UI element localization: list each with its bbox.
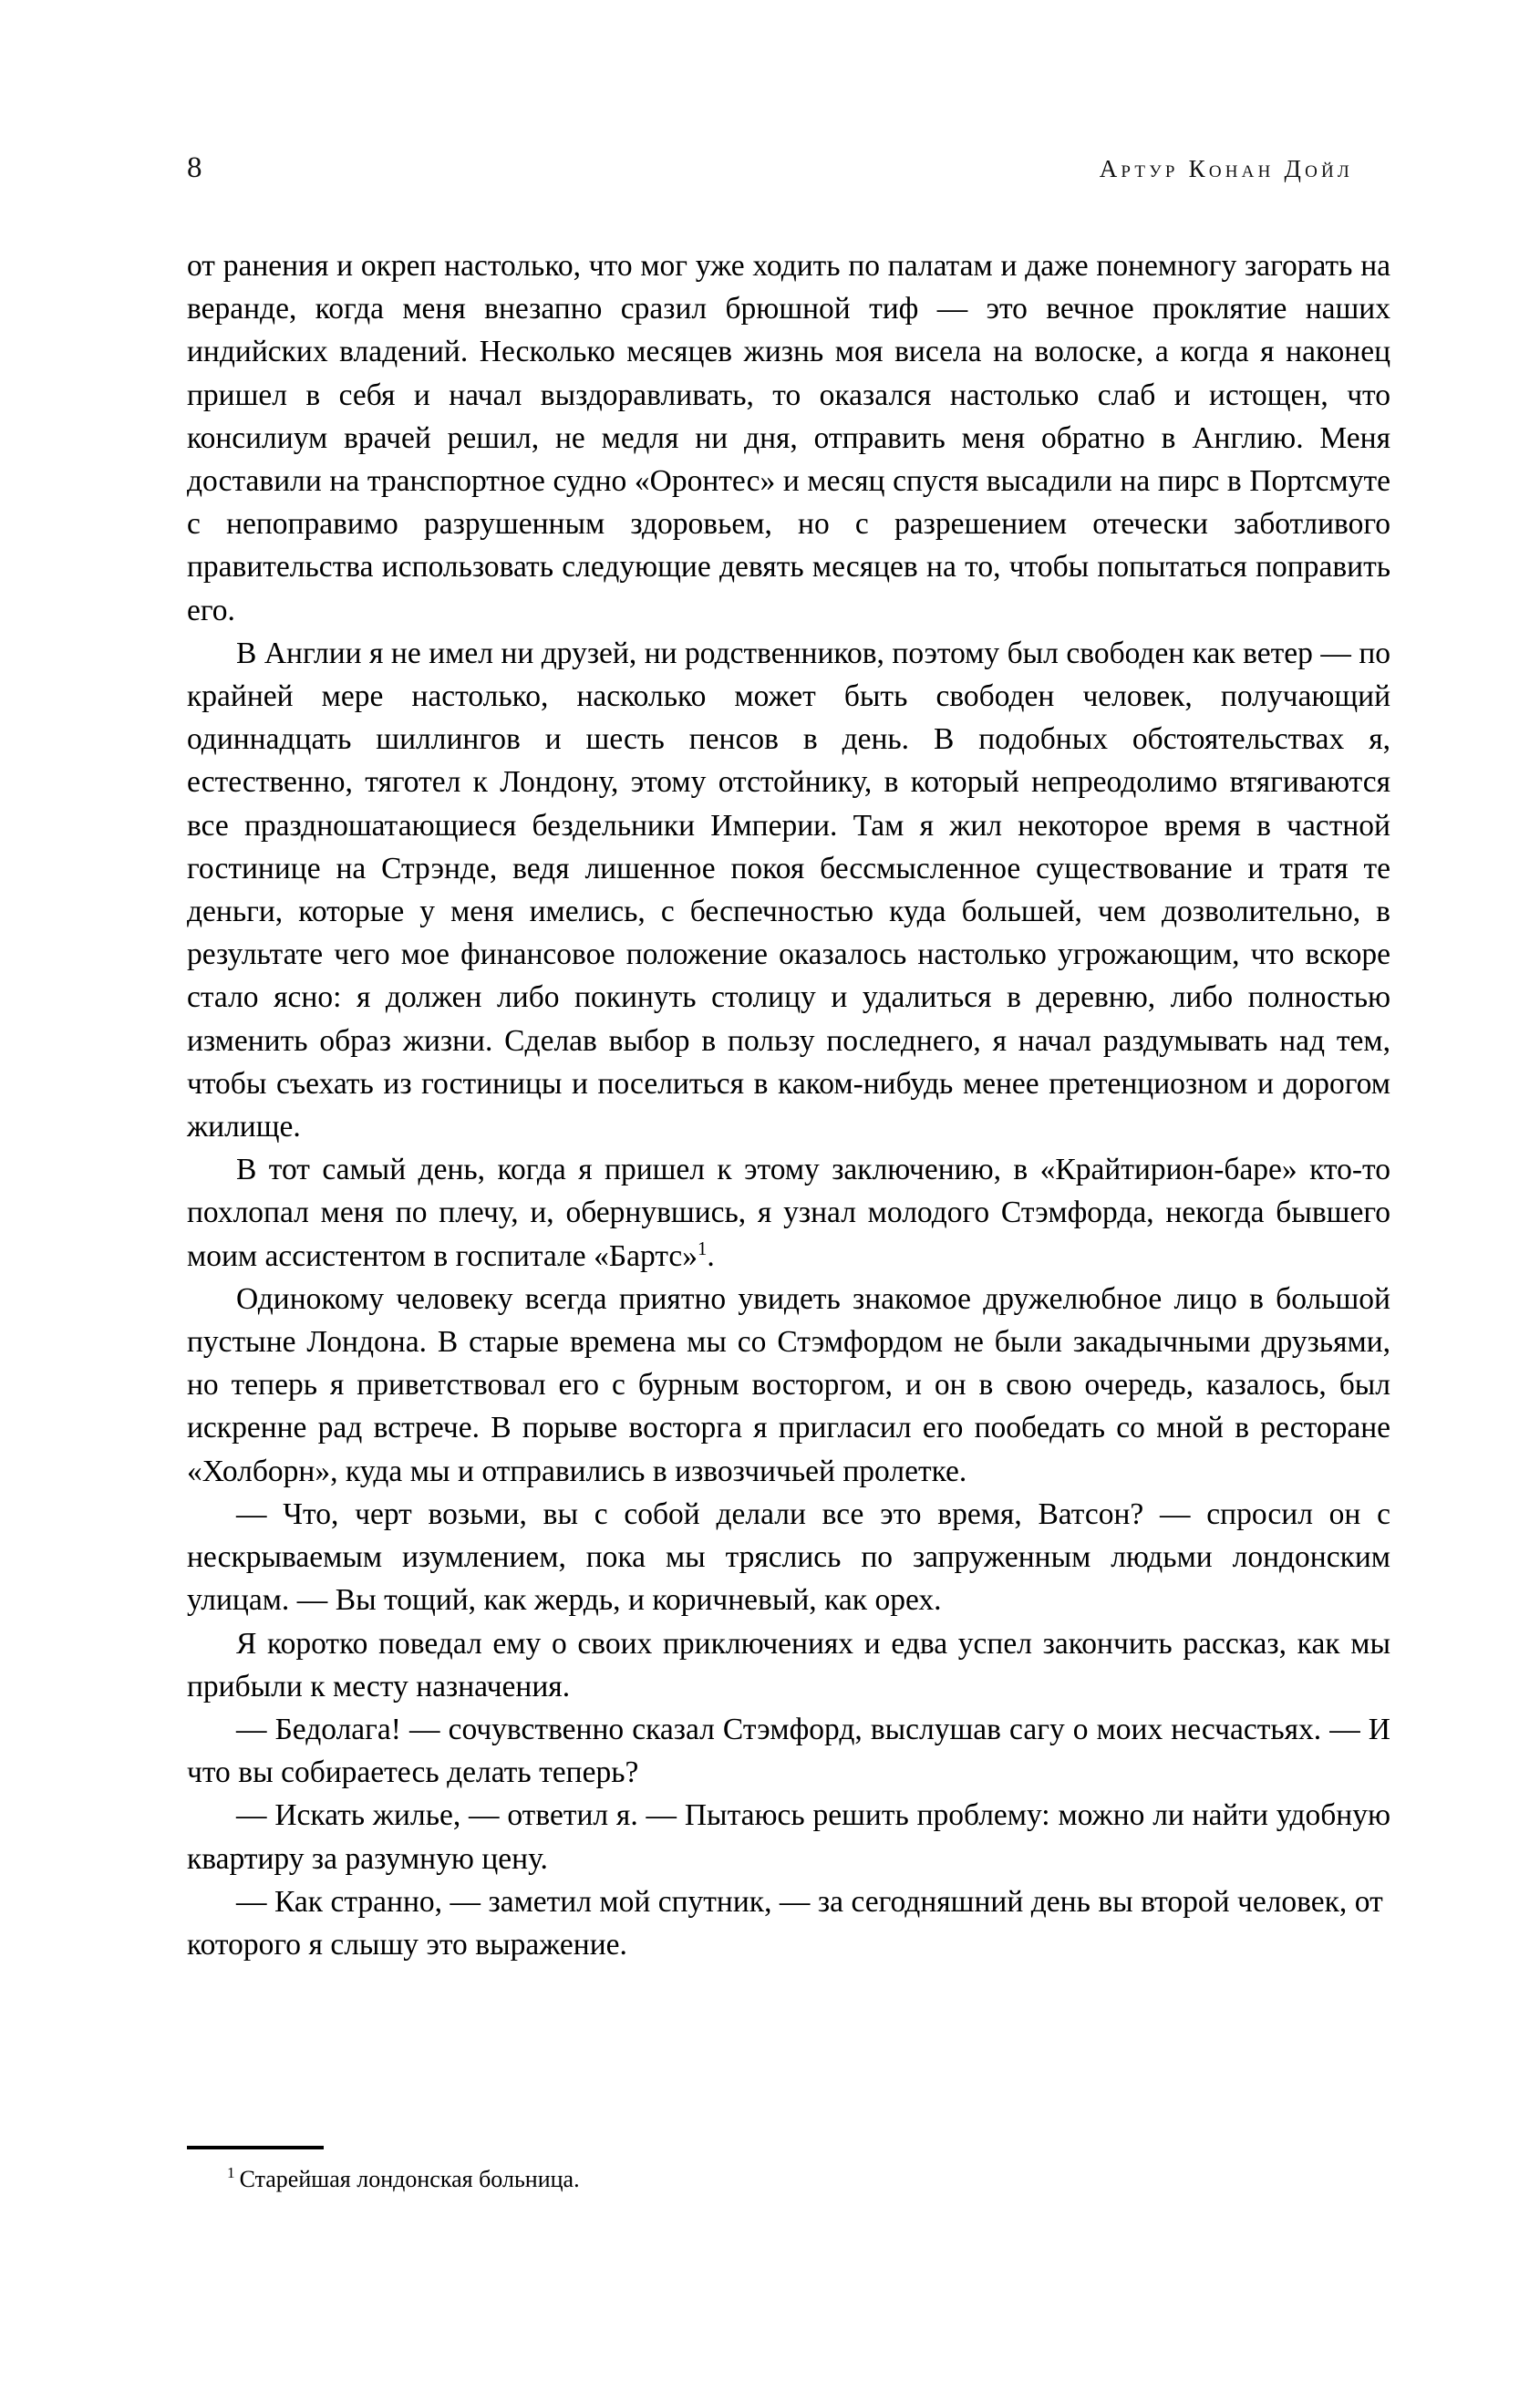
footnote-separator-rule (187, 2146, 324, 2149)
dialogue-paragraph: — Бедолага! — сочувственно сказал Стэмфорд, выслушав сагу о моих несчастьях. — И что вы собираетесь делать теперь? (187, 1712, 1390, 1790)
paragraph-tail: . (707, 1238, 715, 1273)
paragraph-continued: от ранения и окреп настолько, что мог уже ходить по палатам и даже понемногу загорать на веранде, когда меня внезапно сразил брюшной тиф — это вечное проклятие наших индийских владений. Несколько месяцев жизнь моя висела на волоске, а когда я наконец пришел в себя и начал выздоравливать, то оказался настолько слаб и истощен, что консилиум врачей решил, не медля ни дня, отправить меня обратно в Англию. Меня доставили на транспортное судно «Оронтес» и месяц спустя высадили на пирс в Портсмуте с непоправимо разрушенным здоровьем, но с разрешением отечески заботливого правительства использовать следующие девять месяцев на то, чтобы попытаться поправить его. (187, 249, 1390, 627)
page-number: 8 (187, 151, 202, 184)
footnote-reference-marker[interactable]: 1 (698, 1237, 708, 1259)
paragraph: В Англии я не имел ни друзей, ни родственников, поэтому был свободен как ветер — по крайней мере настолько, насколько может быть свободен человек, получающий одиннадцать шиллингов и шесть пенсов в день. В подобных обстоятельствах я, естественно, тяготел к Лондону, этому отстойнику, в который непреодолимо втягиваются все праздношатающиеся бездельники Империи. Там я жил некоторое время в частной гостинице на Стрэнде, ведя лишенное покоя бессмысленное существование и тратя те деньги, которые у меня имелись, с беспечностью куда большей, чем дозволительно, в результате чего мое финансовое положение оказалось настолько угрожающим, что вскоре стало ясно: я должен либо покинуть столицу и удалиться в деревню, либо полностью изменить образ жизни. Сделав выбор в пользу последнего, я начал раздумывать над тем, чтобы съехать из гостиницы и поселиться в каком-нибудь менее претенциозном и дорогом жилище. (187, 636, 1390, 1144)
dialogue-paragraph: — Искать жилье, — ответил я. — Пытаюсь решить проблему: можно ли найти удобную квартиру за разумную цену. (187, 1798, 1390, 1876)
paragraph: Я коротко поведал ему о своих приключениях и едва успел закончить рассказ, как мы прибыли к месту назначения. (187, 1626, 1390, 1703)
paragraph: Одинокому человеку всегда приятно увидеть знакомое дружелюбное лицо в большой пустыне Лондона. В старые времена мы со Стэмфордом не были закадычными друзьями, но теперь я приветствовал его с бурным восторгом, и он в свою очередь, казалось, был искренне рад встрече. В порыве восторга я пригласил его пообедать со мной в ресторане «Холборн», куда мы и отправились в извозчичьей пролетке. (187, 1281, 1390, 1488)
footnote-area (187, 2146, 1390, 2195)
footnote-text: Старейшая лондонская больница. (239, 2166, 580, 2192)
footnote-marker: 1 (227, 2164, 235, 2182)
paragraph-with-footnote-ref (187, 1148, 1390, 1278)
dialogue-paragraph: — Что, черт возьми, вы с собой делали все это время, Ватсон? — спросил он с нескрываемым изумлением, пока мы тряслись по запруженным людьми лондонским улицам. — Вы тощий, как жердь, и коричневый, как орех. (187, 1496, 1390, 1618)
footnote (187, 2164, 1390, 2195)
running-head (187, 153, 1353, 199)
dialogue-paragraph: — Как странно, — заметил мой спутник, — за сегодняшний день вы второй человек, от которого я слышу это выражение. (187, 1884, 1383, 1962)
paragraph-text: В тот самый день, когда я пришел к этому заключению, в «Крайтирион-баре» кто-то похлопал меня по плечу, и, обернувшись, я узнал молодого Стэмфорда, некогда бывшего моим ассистентом в госпитале «Бартс» (187, 1153, 1390, 1273)
running-title: Артур Конан Дойл (1099, 155, 1353, 182)
body-text-block (187, 244, 1390, 1966)
